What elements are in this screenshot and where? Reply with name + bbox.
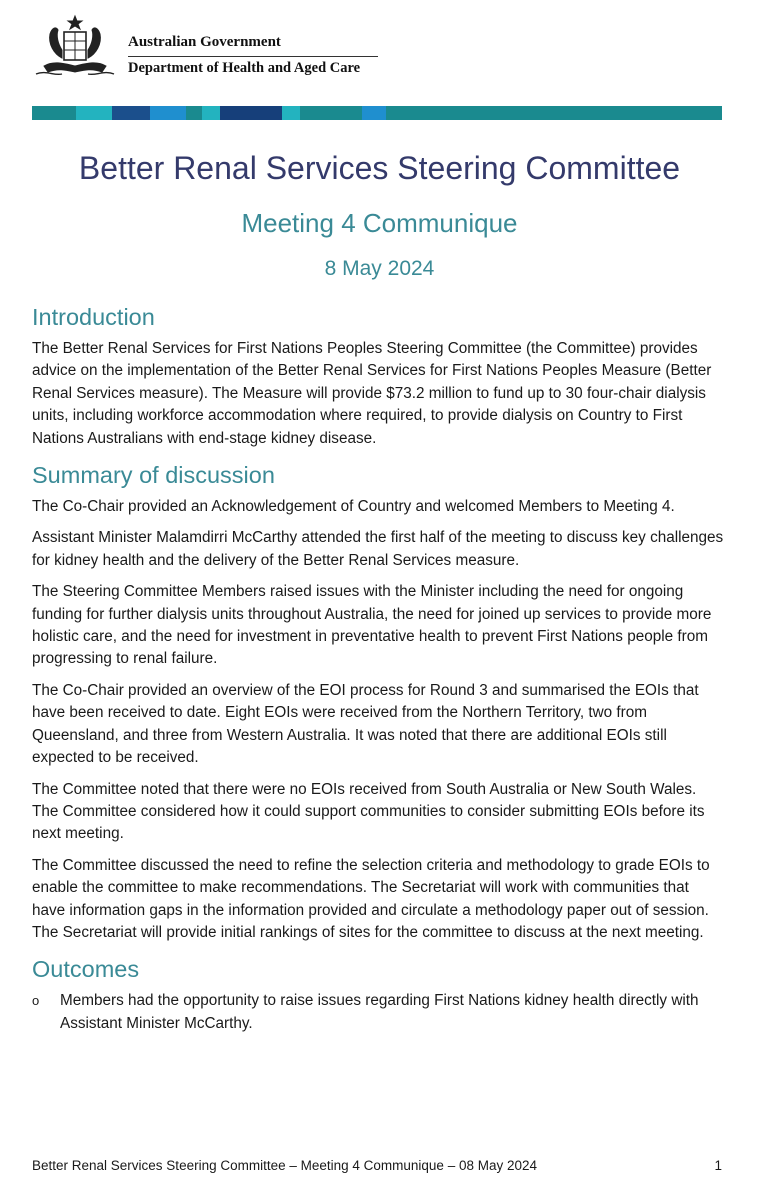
band-segment (300, 106, 362, 120)
paragraph: The Better Renal Services for First Nations Peoples Steering Committee (the Committee) provides advice on the implementation of the Better Renal Services for First Nations Peoples Measure (Better Renal Services measure). The Measure will provide $73.2 million to fund up to 30 four-chair dialysis units, including workforce accommodation where required, to provide dialysis on Country to First Nations Australians with end-stage kidney disease. (32, 340, 712, 447)
paragraph: The Committee discussed the need to refine the selection criteria and methodology to grade EOIs to enable the committee to make recommendations. The Secretariat will work with communities that have information gaps in the information provided and circulate a methodology paper out of session. The Secretariat will provide initial rankings of sites for the committee to discuss at the next meeting. (32, 856, 710, 941)
summary-heading: Summary of discussion (32, 462, 275, 489)
document-body (32, 302, 724, 1045)
outcomes-heading: Outcomes (32, 956, 140, 983)
band-segment (32, 106, 76, 120)
paragraph: The Co-Chair provided an overview of the EOI process for Round 3 and summarised the EOIs that have been received to date. Eight EOIs were received from the Northern Territory, two from Queensland, and three from Western Australia. It was noted that there are additional EOIs still expected to be received. (32, 681, 699, 767)
summary-section (32, 460, 724, 944)
band-segment (202, 106, 220, 120)
band-segment (186, 106, 202, 120)
band-segment (150, 106, 186, 120)
commonwealth-coat-of-arms-icon (32, 14, 118, 82)
outcomes-section (32, 954, 724, 1035)
band-segment (282, 106, 300, 120)
document-subtitle: Meeting 4 Communique (241, 208, 518, 238)
page-footer (32, 1158, 722, 1173)
paragraph: Assistant Minister Malamdirri McCarthy attended the first half of the meeting to discuss key challenges for kidney health and the delivery of the Better Renal Services measure. (32, 529, 724, 569)
document-date: 8 May 2024 (324, 257, 435, 280)
band-segment (362, 106, 386, 120)
paragraph: The Committee noted that there were no EOIs received from South Australia or New South Wales. The Committee considered how it could support communities to consider submitting EOIs before its next meeting. (32, 780, 705, 843)
government-name: Australian Government (128, 34, 281, 50)
department-name: Department of Health and Aged Care (128, 60, 361, 76)
color-band (32, 106, 722, 120)
introduction-heading: Introduction (32, 304, 155, 330)
outcomes-list (32, 990, 724, 1035)
footer-text: Better Renal Services Steering Committee – Meeting 4 Communique – 08 May 2024 (32, 1158, 538, 1173)
page-number: 1 (714, 1158, 722, 1173)
paragraph: The Steering Committee Members raised issues with the Minister including the need for ongoing funding for further dialysis units throughout Australia, the need for joined up services to provide more holistic care, and the need for investment in preventative health to prevent First Nations people from progressing to renal failure. (32, 583, 712, 668)
document-title: Better Renal Services Steering Committee (78, 150, 681, 186)
page-header (32, 14, 392, 86)
list-item (32, 990, 724, 1035)
band-segment (76, 106, 112, 120)
bullet-icon: o (32, 993, 40, 1009)
header-divider (128, 56, 378, 57)
introduction-section (32, 302, 724, 450)
list-item-text: Members had the opportunity to raise issues regarding First Nations kidney health directly with Assistant Minister McCarthy. (60, 992, 699, 1032)
band-segment (386, 106, 722, 120)
paragraph: The Co-Chair provided an Acknowledgement of Country and welcomed Members to Meeting 4. (32, 498, 675, 516)
band-segment (112, 106, 150, 120)
band-segment (220, 106, 282, 120)
